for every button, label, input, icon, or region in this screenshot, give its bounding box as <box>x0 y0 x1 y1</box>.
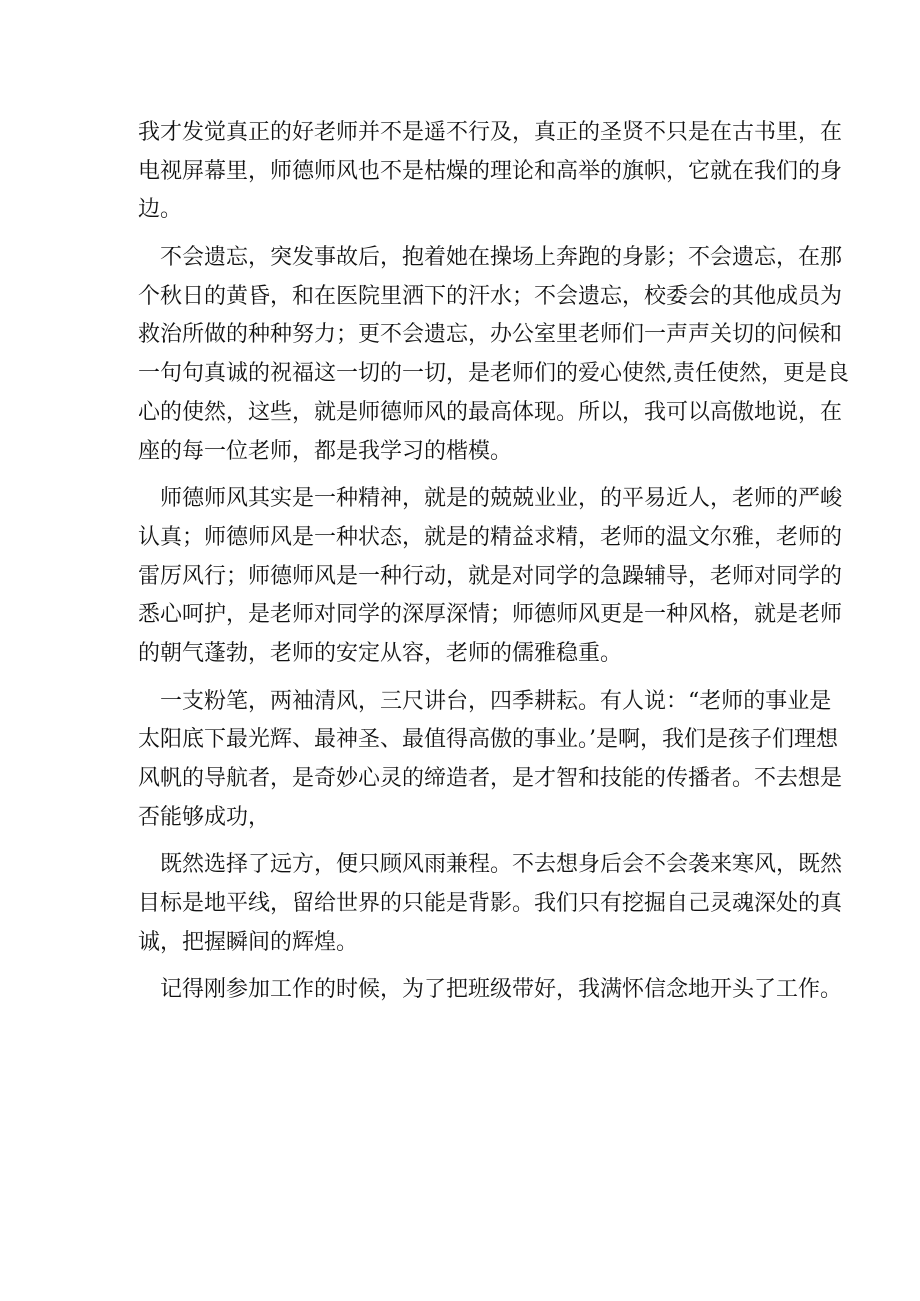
text-line: 目标是地平线，留给世界的只能是背影。我们只有挖掘自己灵魂深处的真 <box>138 891 843 917</box>
text-line: 一支粉笔，两袖清风，三尺讲台，四季耕耘。有人说：“老师的事业是 <box>138 688 832 714</box>
text-line: 救治所做的种种努力；更不会遗忘，办公室里老师们一声声关切的问候和 <box>138 322 843 348</box>
text-line: 师德师风其实是一种精神，就是的兢兢业业，的平易近人，老师的严峻 <box>138 486 843 512</box>
paragraph <box>138 114 843 230</box>
text-line: 太阳底下最光辉、最神圣、最值得高傲的事业。’是啊，我们是孩子们理想 <box>138 727 838 753</box>
text-line: 风帆的导航者，是奇妙心灵的缔造者，是才智和技能的传播者。不去想是 <box>138 766 843 791</box>
text-line: 一句句真诚的祝福这一切的一切，是老师们的爱心使然,责任使然，更是良 <box>138 361 849 387</box>
paragraph <box>138 971 843 1010</box>
paragraph <box>138 683 843 838</box>
text-line: 认真；师德师风是一种状态，就是的精益求精，老师的温文尔雅，老师的 <box>138 524 843 550</box>
text-line: 的朝气蓬勃，老师的安定从容，老师的儒雅稳重。 <box>138 640 623 666</box>
paragraph <box>138 239 849 471</box>
text-line: 我才发觉真正的好老师并不是遥不行及，真正的圣贤不只是在古书里，在 <box>138 120 843 145</box>
body-text <box>138 114 849 1010</box>
text-line: 否能够成功， <box>138 804 271 830</box>
text-line: 记得刚参加工作的时候，为了把班级带好，我满怀信念地开头了工作。 <box>138 977 843 1003</box>
text-line: 个秋日的黄昏，和在医院里洒下的汗水；不会遗忘，校委会的其他成员为 <box>138 283 843 309</box>
text-line: 电视屏幕里，师德师风也不是枯燥的理论和高举的旗帜，它就在我们的身 <box>138 158 843 184</box>
text-line: 心的使然，这些，就是师德师风的最高体现。所以，我可以高傲地说，在 <box>138 399 843 425</box>
text-line: 雷厉风行；师德师风是一种行动，就是对同学的急躁辅导，老师对同学的 <box>138 563 843 589</box>
paragraph <box>138 846 843 962</box>
text-line: 边。 <box>138 197 183 223</box>
text-line: 不会遗忘，突发事故后，抱着她在操场上奔跑的身影；不会遗忘，在那 <box>138 245 843 271</box>
text-line: 座的每一位老师，都是我学习的楷模。 <box>138 438 513 464</box>
text-line: 悉心呵护，是老师对同学的深厚深情；师德师风更是一种风格，就是老师 <box>138 602 843 628</box>
text-line: 既然选择了远方，便只顾风雨兼程。不去想身后会不会袭来寒风，既然 <box>138 852 843 878</box>
text-line: 诚，把握瞬间的辉煌。 <box>138 929 359 955</box>
paragraph <box>138 480 843 673</box>
